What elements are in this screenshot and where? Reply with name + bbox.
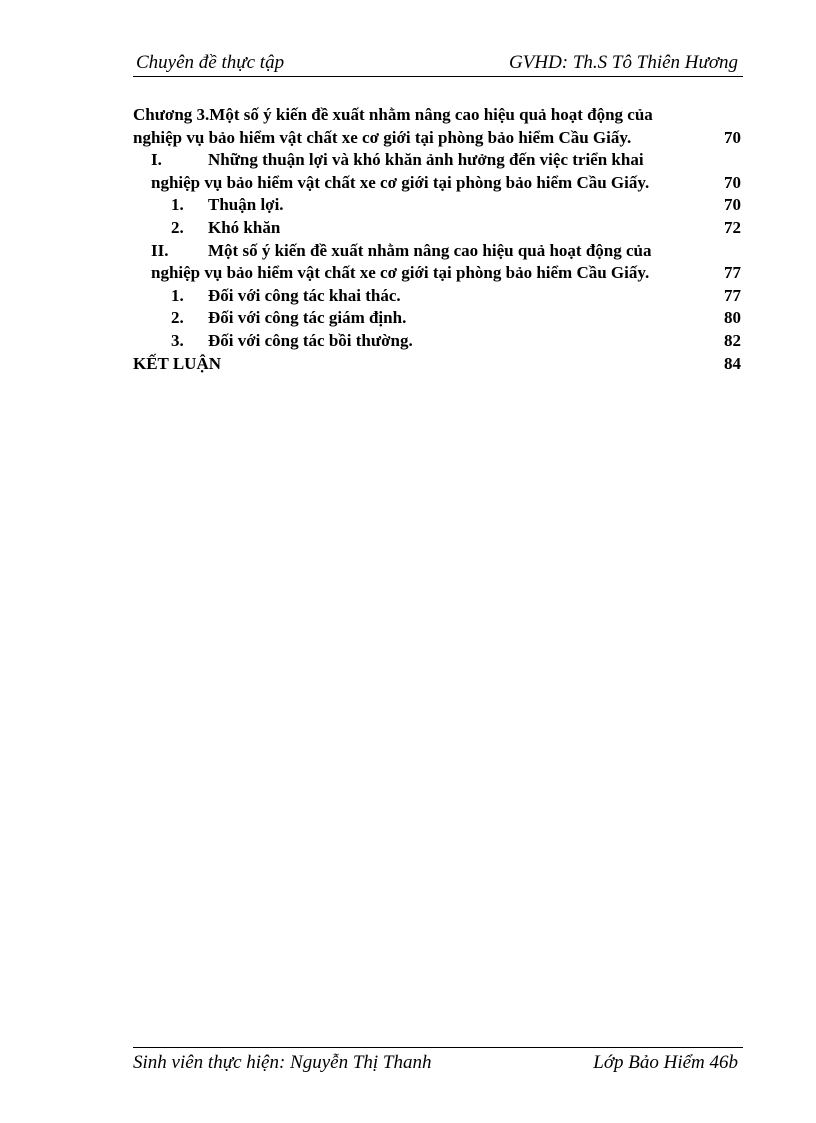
- toc-item-label: Khó khăn: [208, 217, 281, 237]
- toc-section2-item1: [133, 285, 741, 308]
- toc-item-label: Thuận lợi.: [208, 195, 284, 215]
- toc-item-page: 80: [724, 308, 741, 328]
- footer-class: Lớp Bảo Hiểm 46b: [593, 1052, 738, 1073]
- toc-item-page: 82: [724, 330, 741, 350]
- toc-section1-title-part2: nghiệp vụ bảo hiểm vật chất xe cơ giới tại phòng bảo hiểm Cầu Giấy.: [151, 172, 650, 192]
- toc-item-label: Đối với công tác khai thác.: [208, 285, 401, 305]
- toc-section2-title-part2: nghiệp vụ bảo hiểm vật chất xe cơ giới tại phòng bảo hiểm Cầu Giấy.: [151, 263, 650, 283]
- toc-section2-title-part1: Một số ý kiến đề xuất nhằm nâng cao hiệu quả hoạt động của: [208, 240, 652, 260]
- toc-chapter3-page: 70: [724, 127, 741, 147]
- footer-student: Sinh viên thực hiện: Nguyễn Thị Thanh: [133, 1052, 432, 1073]
- toc-item-number: 1.: [171, 285, 184, 305]
- toc-conclusion-label: KẾT LUẬN: [133, 353, 222, 373]
- toc-section1-line2: [133, 172, 741, 195]
- toc-item-number: 2.: [171, 217, 184, 237]
- table-of-contents: [133, 104, 741, 375]
- toc-item-number: 1.: [171, 195, 184, 215]
- toc-item-label: Đối với công tác giám định.: [208, 308, 407, 328]
- toc-section1-number: I.: [151, 150, 162, 170]
- toc-section2-page: 77: [724, 263, 741, 283]
- toc-item-page: 70: [724, 195, 741, 215]
- toc-section2-item2: [133, 307, 741, 330]
- toc-section2-item3: [133, 330, 741, 353]
- toc-item-label: Đối với công tác bồi thường.: [208, 330, 413, 350]
- page-header: [133, 50, 743, 77]
- toc-section1-item2: [133, 217, 741, 240]
- toc-item-page: 77: [724, 285, 741, 305]
- toc-chapter3-title-part1: Chương 3.Một số ý kiến đề xuất nhằm nâng cao hiệu quả hoạt động của: [133, 105, 653, 124]
- toc-section2-line1: [133, 240, 741, 263]
- toc-chapter3-line1: [133, 104, 741, 127]
- toc-chapter3-line2: [133, 127, 741, 150]
- page-footer: [133, 1047, 743, 1076]
- toc-item-number: 2.: [171, 308, 184, 328]
- toc-chapter3-title-part2: nghiệp vụ bảo hiểm vật chất xe cơ giới tại phòng bảo hiểm Cầu Giấy.: [133, 127, 632, 147]
- toc-conclusion: [133, 353, 741, 376]
- toc-section1-line1: [133, 149, 741, 172]
- toc-section2-number: II.: [151, 240, 169, 260]
- toc-conclusion-page: 84: [724, 353, 741, 373]
- toc-item-number: 3.: [171, 330, 184, 350]
- toc-section2-line2: [133, 262, 741, 285]
- toc-item-page: 72: [724, 217, 741, 237]
- toc-section1-title-part1: Những thuận lợi và khó khăn ảnh hưởng đến việc triển khai: [208, 150, 644, 170]
- toc-section1-item1: [133, 194, 741, 217]
- toc-section1-page: 70: [724, 172, 741, 192]
- header-document-type: Chuyên đề thực tập: [136, 52, 285, 73]
- header-supervisor: GVHD: Th.S Tô Thiên Hương: [509, 52, 738, 73]
